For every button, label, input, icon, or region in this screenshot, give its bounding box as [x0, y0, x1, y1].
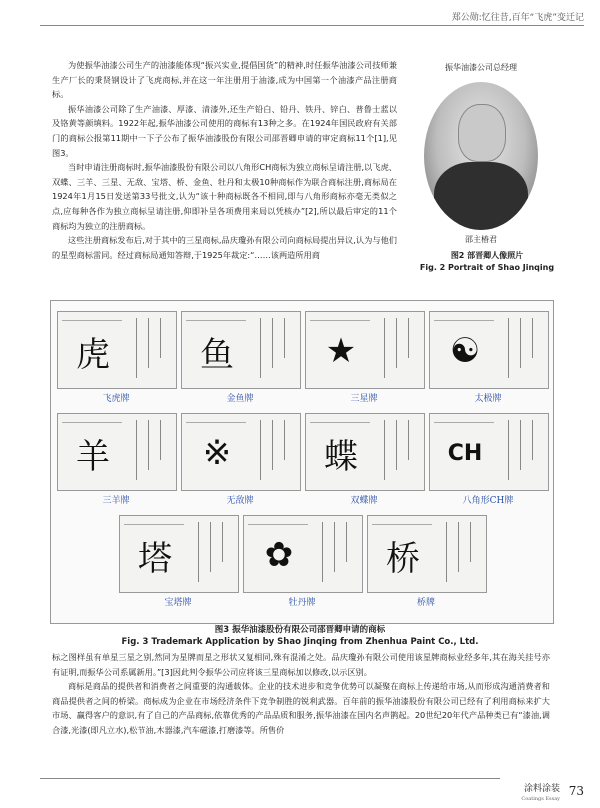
- trademark-label: 宝塔牌: [164, 598, 192, 608]
- page-number: 73: [568, 784, 584, 798]
- portrait-title: 振华油漆公司总经理: [445, 63, 517, 72]
- journal-name-en: Coatings Essay: [521, 796, 560, 802]
- footer-rule: [40, 778, 500, 779]
- trademark-emblem: ★: [325, 331, 357, 371]
- body-column-top: [52, 58, 397, 262]
- figure3-caption-en: Fig. 3 Trademark Application by Shao Jinqing from Zhenhua Paint Co., Ltd.: [121, 637, 479, 647]
- paragraph: 商标是商品的提供者和消费者之间重要的沟通载体。企业的技术进步和竞争优势可以凝聚在商标上传递给市场,从而形成沟通消费者和商品提供者之间的桥梁。商标成为企业在市场经济条件下竞争制胜的锐利武器。百年前的振华油漆股份有限公司已经有了利用商标来扩大市场、赢得客户的意识,有了自己的产品商标,依靠优秀的产品品质和服务,振华油漆在国内名声鹊起。20世纪20年代产品种类已有“漆油,调合漆,光漆(即凡立水),松节油,木器漆,汽车磁漆,打磨漆等。所售价: [52, 681, 550, 735]
- trademark-label: 三星牌: [350, 394, 378, 404]
- trademark-card: [429, 311, 549, 389]
- trademark-label: 牡丹牌: [288, 598, 316, 608]
- trademark-card: [119, 515, 239, 593]
- trademark-label: 无敌牌: [226, 496, 254, 506]
- trademark-label: 三羊牌: [102, 496, 130, 506]
- trademark-emblem: 羊: [76, 436, 110, 477]
- trademark-emblem: CH: [447, 440, 483, 466]
- portrait-signature: 邵主椿君: [465, 235, 497, 244]
- trademark-label: 金鱼牌: [226, 394, 254, 404]
- trademark-emblem: 塔: [138, 538, 172, 579]
- paragraph: 为使振华油漆公司生产的油漆能体现“振兴实业,提倡国货”的精神,时任振华油漆公司技师兼生产厂长的秉贤钢设计了飞虎商标,并在这一年注册用于油漆,成为中国第一个油漆产品注册商标。: [52, 60, 397, 100]
- trademark-label: 八角形CH牌: [462, 496, 514, 506]
- paragraph: 当时申请注册商标时,振华油漆股份有限公司以八角形CH商标为独立商标呈请注册,以飞虎、双蝶、三羊、三星、无敌、宝塔、桥、金鱼、牡丹和太极10种商标作为联合商标注册,商标局在1924年1月15日发送第33号批文,认为“该十种商标既各不相同,即与八角形商标亦毫无类似之点,应每种各作为独立商标呈请注册,仰即补呈各项费用来局以凭核办”[2],所以最后审定的11个商标均为独立的注册商标。: [52, 162, 397, 231]
- trademark-emblem: ☯: [449, 331, 481, 371]
- journal-name-cn: 涂料涂装: [523, 784, 560, 794]
- trademark-emblem: 虎: [76, 334, 110, 375]
- trademark-label: 双蝶牌: [350, 496, 378, 506]
- trademark-card: [181, 413, 301, 491]
- body-column-bottom: [52, 650, 550, 738]
- trademark-emblem: 鱼: [200, 334, 234, 375]
- trademark-card: [243, 515, 363, 593]
- trademark-card: [57, 413, 177, 491]
- running-header: 郑公勋:忆往昔,百年“飞虎”变迁记: [451, 13, 584, 23]
- trademark-emblem: ✿: [264, 535, 294, 575]
- journal-name: [521, 784, 560, 804]
- trademark-card: [429, 413, 549, 491]
- trademark-card: [305, 311, 425, 389]
- portrait-figure: [412, 58, 550, 246]
- paragraph: 振华油漆公司除了生产油漆、厚漆、清漆外,还生产铅白、铅丹、铁丹、锌白、普鲁士蓝以及铬黄等颜填料。1922年起,振华油漆公司使用的商标有13种之多。在1924年国民政府有关部门的商标公报第11期中一下子公布了振华油漆股份有限公司邵晋卿申请的审定商标11个[1],见图3。: [52, 103, 397, 158]
- paragraph: 这些注册商标发布后,对于其中的三星商标,品庆瓊孙有限公司向商标局提出异议,认为与他们的星型商标雷同。经过商标局通知答辩,于1925年裁定:“……该两造所用商: [52, 235, 397, 260]
- figure2-caption-en: Fig. 2 Portrait of Shao Jinqing: [419, 263, 555, 272]
- figure3-caption-cn: 图3 振华油漆股份有限公司邵晋卿申请的商标: [214, 625, 386, 635]
- trademark-card: [367, 515, 487, 593]
- trademark-emblem: 桥: [386, 538, 420, 579]
- header-rule: [40, 25, 584, 26]
- trademark-emblem: ※: [202, 433, 232, 473]
- trademark-card: [57, 311, 177, 389]
- trademark-label: 桥牌: [416, 598, 435, 608]
- figure2-caption: [412, 250, 562, 274]
- trademark-label: 飞虎牌: [102, 394, 130, 404]
- trademark-card: [181, 311, 301, 389]
- figure2-caption-cn: 图2 部晋卿人像照片: [450, 251, 524, 260]
- trademark-label: 太极牌: [474, 394, 502, 404]
- trademark-figure: [50, 300, 554, 624]
- trademark-emblem: 蝶: [324, 436, 358, 477]
- trademark-card: [305, 413, 425, 491]
- paragraph: 标之图样虽有单星三星之别,然同为星牌而星之形状又复相同,殊有混淆之处。品庆瓊孙有限公司使用该星牌商标业经多年,其在海关挂号亦有证明,而振华公司系属新用。”[3]因此判令振华公司应将该三星商标加以修改,以示区别。: [52, 652, 550, 677]
- figure3-caption: [0, 624, 600, 648]
- portrait-photo: [424, 82, 538, 230]
